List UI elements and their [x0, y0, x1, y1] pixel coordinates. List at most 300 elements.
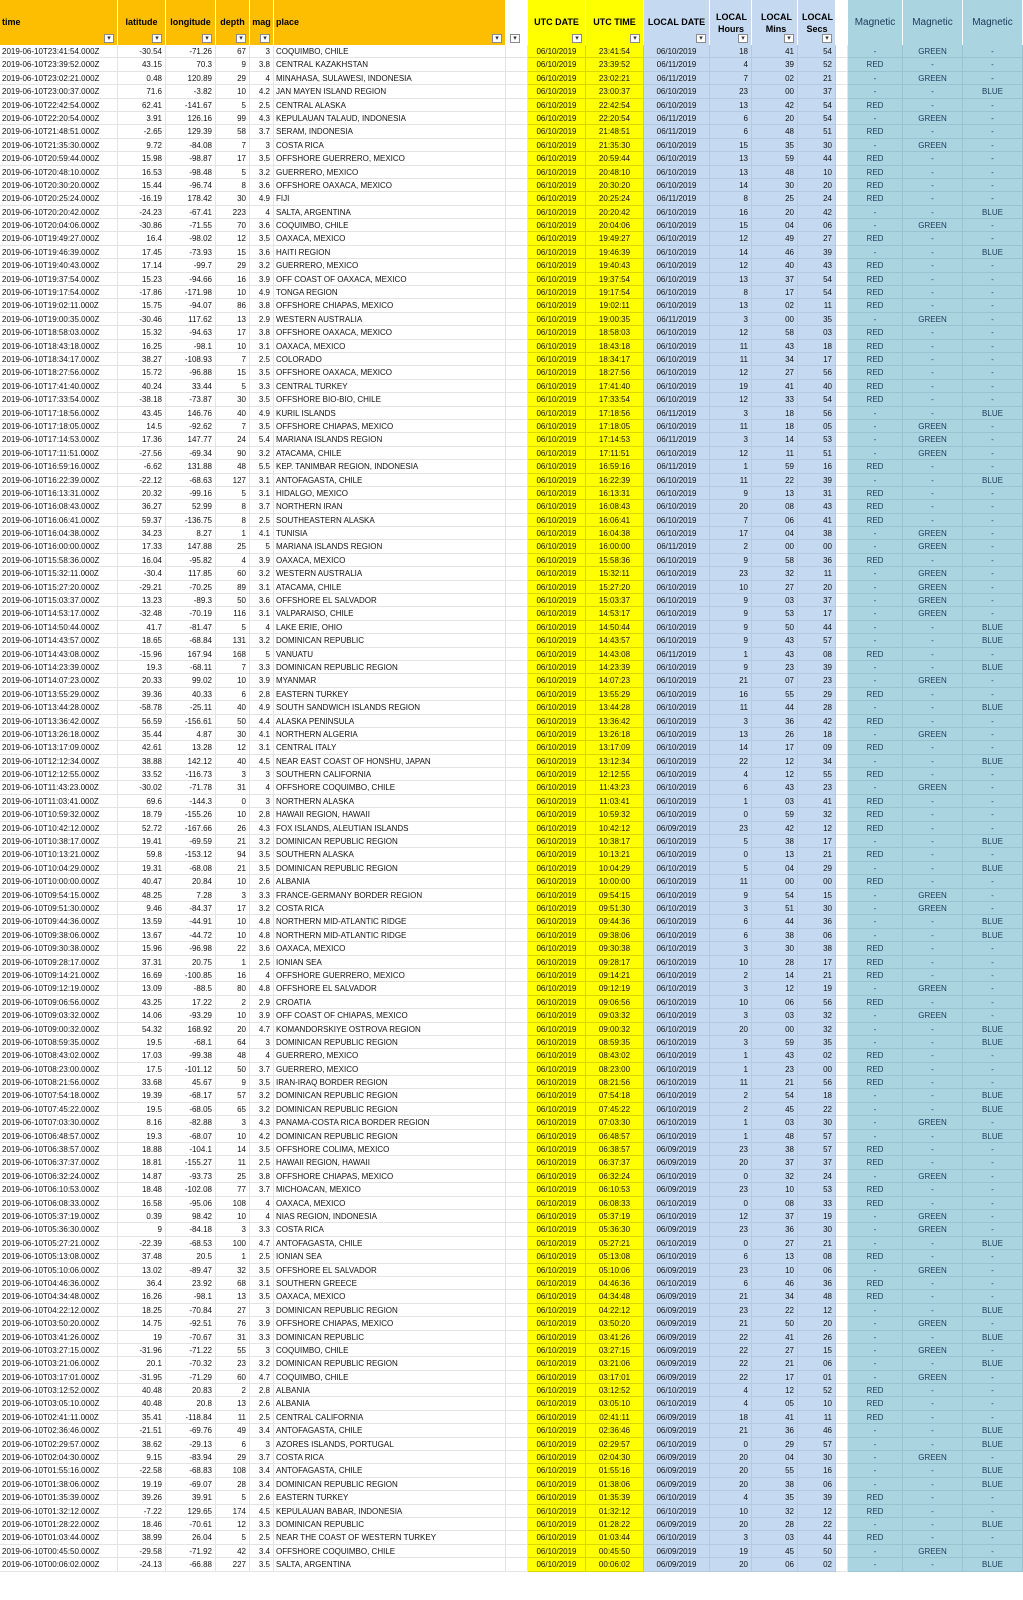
cell-time[interactable]: 2019-06-10T10:42:12.000Z [0, 822, 118, 835]
cell-time[interactable]: 2019-06-10T01:28:22.000Z [0, 1518, 118, 1531]
cell-magnetic-1[interactable]: - [848, 1518, 903, 1531]
cell-latitude[interactable]: 16.26 [118, 1290, 166, 1303]
cell-utc-date[interactable]: 06/10/2019 [528, 500, 586, 513]
cell-time[interactable]: 2019-06-10T13:36:42.000Z [0, 715, 118, 728]
cell-magnetic-1[interactable]: - [848, 835, 903, 848]
cell-mag[interactable]: 4.9 [250, 192, 274, 205]
cell-utc-date[interactable]: 06/10/2019 [528, 540, 586, 553]
cell-time[interactable]: 2019-06-10T02:41:11.000Z [0, 1411, 118, 1424]
cell-utc-time[interactable]: 13:36:42 [586, 715, 644, 728]
cell-magnetic-1[interactable]: RED [848, 822, 903, 835]
cell-place[interactable]: IONIAN SEA [274, 956, 506, 969]
cell-longitude[interactable]: -118.84 [166, 1411, 216, 1424]
cell-mag[interactable]: 2.5 [250, 353, 274, 366]
cell-utc-time[interactable]: 07:03:30 [586, 1116, 644, 1129]
cell-place[interactable]: DOMINICAN REPUBLIC REGION [274, 661, 506, 674]
cell-magnetic-2[interactable]: GREEN [903, 1210, 963, 1223]
cell-local-hours[interactable]: 22 [710, 1344, 752, 1357]
cell-local-hours[interactable]: 12 [710, 232, 752, 245]
cell-magnetic-2[interactable]: - [903, 1357, 963, 1370]
cell-depth[interactable]: 30 [216, 728, 250, 741]
cell-depth[interactable]: 77 [216, 1183, 250, 1196]
cell-local-mins[interactable]: 03 [752, 1009, 798, 1022]
cell-magnetic-3[interactable]: - [963, 942, 1023, 955]
cell-place[interactable]: DOMINICAN REPUBLIC REGION [274, 1089, 506, 1102]
cell-local-hours[interactable]: 0 [710, 1170, 752, 1183]
cell-local-date[interactable]: 06/10/2019 [644, 781, 710, 794]
cell-magnetic-3[interactable]: - [963, 1183, 1023, 1196]
cell-mag[interactable]: 3.2 [250, 259, 274, 272]
cell-place[interactable]: VANUATU [274, 648, 506, 661]
cell-local-mins[interactable]: 28 [752, 956, 798, 969]
dropdown-arrow-icon[interactable]: ▾ [738, 34, 748, 43]
cell-local-hours[interactable]: 6 [710, 125, 752, 138]
cell-latitude[interactable]: 19.5 [118, 1103, 166, 1116]
cell-place[interactable]: COSTA RICA [274, 902, 506, 915]
cell-utc-date[interactable]: 06/10/2019 [528, 1545, 586, 1558]
cell-local-date[interactable]: 06/10/2019 [644, 942, 710, 955]
cell-utc-time[interactable]: 06:08:33 [586, 1197, 644, 1210]
cell-depth[interactable]: 76 [216, 1317, 250, 1330]
cell-local-secs[interactable]: 17 [798, 956, 836, 969]
cell-magnetic-2[interactable]: - [903, 942, 963, 955]
cell-magnetic-3[interactable]: - [963, 366, 1023, 379]
cell-longitude[interactable]: -81.47 [166, 621, 216, 634]
cell-longitude[interactable]: -71.26 [166, 45, 216, 58]
cell-place[interactable]: EASTERN TURKEY [274, 1491, 506, 1504]
cell-longitude[interactable]: -71.29 [166, 1371, 216, 1384]
cell-utc-time[interactable]: 10:04:29 [586, 862, 644, 875]
cell-depth[interactable]: 17 [216, 902, 250, 915]
cell-place[interactable]: DOMINICAN REPUBLIC REGION [274, 835, 506, 848]
cell-longitude[interactable]: -69.34 [166, 447, 216, 460]
cell-local-date[interactable]: 06/09/2019 [644, 1264, 710, 1277]
cell-latitude[interactable]: -30.02 [118, 781, 166, 794]
cell-local-date[interactable]: 06/09/2019 [644, 822, 710, 835]
cell-local-hours[interactable]: 11 [710, 340, 752, 353]
cell-utc-date[interactable]: 06/10/2019 [528, 875, 586, 888]
cell-magnetic-2[interactable]: - [903, 996, 963, 1009]
cell-local-secs[interactable]: 10 [798, 1397, 836, 1410]
cell-magnetic-2[interactable]: - [903, 1143, 963, 1156]
cell-local-secs[interactable]: 54 [798, 393, 836, 406]
cell-mag[interactable]: 2.9 [250, 996, 274, 1009]
cell-utc-date[interactable]: 06/10/2019 [528, 1036, 586, 1049]
cell-local-date[interactable]: 06/10/2019 [644, 1197, 710, 1210]
cell-depth[interactable]: 21 [216, 835, 250, 848]
cell-local-date[interactable]: 06/10/2019 [644, 273, 710, 286]
header-local-date[interactable] [644, 0, 710, 45]
cell-local-mins[interactable]: 14 [752, 969, 798, 982]
cell-mag[interactable]: 4.7 [250, 1237, 274, 1250]
cell-place[interactable]: ATACAMA, CHILE [274, 581, 506, 594]
cell-magnetic-3[interactable]: - [963, 192, 1023, 205]
cell-time[interactable]: 2019-06-10T05:10:06.000Z [0, 1264, 118, 1277]
cell-local-secs[interactable]: 46 [798, 1424, 836, 1437]
cell-time[interactable]: 2019-06-10T16:13:31.000Z [0, 487, 118, 500]
cell-magnetic-1[interactable]: - [848, 661, 903, 674]
cell-local-hours[interactable]: 13 [710, 152, 752, 165]
cell-depth[interactable]: 25 [216, 540, 250, 553]
cell-local-secs[interactable]: 53 [798, 433, 836, 446]
cell-local-mins[interactable]: 25 [752, 192, 798, 205]
cell-local-mins[interactable]: 36 [752, 715, 798, 728]
cell-latitude[interactable]: 38.62 [118, 1438, 166, 1451]
cell-utc-time[interactable]: 10:59:32 [586, 808, 644, 821]
cell-local-mins[interactable]: 22 [752, 1304, 798, 1317]
cell-magnetic-3[interactable]: - [963, 1277, 1023, 1290]
cell-time[interactable]: 2019-06-10T06:37:37.000Z [0, 1156, 118, 1169]
cell-depth[interactable]: 7 [216, 420, 250, 433]
cell-depth[interactable]: 65 [216, 1103, 250, 1116]
cell-utc-date[interactable]: 06/10/2019 [528, 567, 586, 580]
cell-depth[interactable]: 6 [216, 688, 250, 701]
cell-local-hours[interactable]: 18 [710, 1411, 752, 1424]
cell-place[interactable]: NIAS REGION, INDONESIA [274, 1210, 506, 1223]
cell-latitude[interactable]: 18.25 [118, 1304, 166, 1317]
cell-place[interactable]: NORTHERN IRAN [274, 500, 506, 513]
cell-local-hours[interactable]: 3 [710, 313, 752, 326]
cell-magnetic-3[interactable]: BLUE [963, 1558, 1023, 1571]
cell-utc-date[interactable]: 06/10/2019 [528, 1505, 586, 1518]
cell-local-mins[interactable]: 08 [752, 1197, 798, 1210]
cell-magnetic-2[interactable]: - [903, 514, 963, 527]
cell-mag[interactable]: 3 [250, 1438, 274, 1451]
cell-latitude[interactable]: 37.31 [118, 956, 166, 969]
cell-depth[interactable]: 10 [216, 1130, 250, 1143]
cell-latitude[interactable]: 36.4 [118, 1277, 166, 1290]
cell-place[interactable]: OFF COAST OF OAXACA, MEXICO [274, 273, 506, 286]
cell-local-secs[interactable]: 34 [798, 755, 836, 768]
cell-local-hours[interactable]: 15 [710, 139, 752, 152]
cell-place[interactable]: NORTHERN ALASKA [274, 795, 506, 808]
cell-utc-time[interactable]: 20:04:06 [586, 219, 644, 232]
cell-longitude[interactable]: 168.92 [166, 1023, 216, 1036]
cell-local-hours[interactable]: 11 [710, 875, 752, 888]
cell-time[interactable]: 2019-06-10T05:37:19.000Z [0, 1210, 118, 1223]
cell-mag[interactable]: 3 [250, 1036, 274, 1049]
cell-local-hours[interactable]: 13 [710, 728, 752, 741]
cell-local-mins[interactable]: 41 [752, 45, 798, 58]
cell-magnetic-2[interactable]: - [903, 353, 963, 366]
cell-utc-date[interactable]: 06/10/2019 [528, 246, 586, 259]
cell-local-date[interactable]: 06/10/2019 [644, 166, 710, 179]
cell-place[interactable]: COSTA RICA [274, 1451, 506, 1464]
cell-local-date[interactable]: 06/10/2019 [644, 393, 710, 406]
cell-local-date[interactable]: 06/09/2019 [644, 1344, 710, 1357]
cell-place[interactable]: HAWAII REGION, HAWAII [274, 1156, 506, 1169]
cell-local-hours[interactable]: 20 [710, 1518, 752, 1531]
cell-utc-date[interactable]: 06/10/2019 [528, 393, 586, 406]
cell-latitude[interactable]: -31.96 [118, 1344, 166, 1357]
cell-local-hours[interactable]: 2 [710, 1103, 752, 1116]
cell-local-secs[interactable]: 27 [798, 232, 836, 245]
cell-longitude[interactable]: -94.66 [166, 273, 216, 286]
cell-utc-time[interactable]: 19:02:11 [586, 299, 644, 312]
cell-local-secs[interactable]: 21 [798, 969, 836, 982]
cell-magnetic-2[interactable]: - [903, 487, 963, 500]
cell-local-hours[interactable]: 1 [710, 1116, 752, 1129]
cell-magnetic-2[interactable]: - [903, 58, 963, 71]
cell-place[interactable]: DOMINICAN REPUBLIC [274, 1518, 506, 1531]
cell-local-secs[interactable]: 33 [798, 1197, 836, 1210]
cell-time[interactable]: 2019-06-10T01:55:16.000Z [0, 1464, 118, 1477]
cell-time[interactable]: 2019-06-10T09:28:17.000Z [0, 956, 118, 969]
cell-mag[interactable]: 3.5 [250, 1264, 274, 1277]
cell-magnetic-2[interactable]: - [903, 1331, 963, 1344]
cell-longitude[interactable]: 8.27 [166, 527, 216, 540]
cell-utc-date[interactable]: 06/10/2019 [528, 460, 586, 473]
cell-utc-time[interactable]: 21:48:51 [586, 125, 644, 138]
cell-local-mins[interactable]: 55 [752, 688, 798, 701]
cell-place[interactable]: KOMANDORSKIYE OSTROVA REGION [274, 1023, 506, 1036]
cell-local-date[interactable]: 06/10/2019 [644, 1397, 710, 1410]
cell-depth[interactable]: 13 [216, 1397, 250, 1410]
cell-local-hours[interactable]: 1 [710, 648, 752, 661]
cell-local-hours[interactable]: 20 [710, 1156, 752, 1169]
cell-latitude[interactable]: -16.19 [118, 192, 166, 205]
cell-latitude[interactable]: 15.32 [118, 326, 166, 339]
cell-local-hours[interactable]: 22 [710, 755, 752, 768]
cell-utc-date[interactable]: 06/10/2019 [528, 889, 586, 902]
cell-magnetic-3[interactable]: - [963, 1451, 1023, 1464]
cell-mag[interactable]: 4 [250, 1210, 274, 1223]
cell-local-hours[interactable]: 15 [710, 219, 752, 232]
cell-depth[interactable]: 10 [216, 875, 250, 888]
cell-local-secs[interactable]: 51 [798, 125, 836, 138]
cell-depth[interactable]: 31 [216, 1331, 250, 1344]
cell-time[interactable]: 2019-06-10T14:43:08.000Z [0, 648, 118, 661]
cell-local-hours[interactable]: 2 [710, 540, 752, 553]
cell-utc-date[interactable]: 06/10/2019 [528, 929, 586, 942]
cell-longitude[interactable]: 13.28 [166, 741, 216, 754]
cell-utc-time[interactable]: 08:23:00 [586, 1063, 644, 1076]
cell-local-mins[interactable]: 41 [752, 1331, 798, 1344]
cell-magnetic-3[interactable]: - [963, 567, 1023, 580]
cell-local-hours[interactable]: 16 [710, 206, 752, 219]
cell-place[interactable]: JAN MAYEN ISLAND REGION [274, 85, 506, 98]
cell-local-mins[interactable]: 23 [752, 1063, 798, 1076]
cell-mag[interactable]: 3.3 [250, 1518, 274, 1531]
cell-longitude[interactable]: 126.16 [166, 112, 216, 125]
dropdown-arrow-icon[interactable]: ▾ [260, 34, 270, 43]
cell-place[interactable]: ANTOFAGASTA, CHILE [274, 1464, 506, 1477]
cell-mag[interactable]: 3.7 [250, 1183, 274, 1196]
cell-depth[interactable]: 7 [216, 353, 250, 366]
cell-magnetic-1[interactable]: RED [848, 326, 903, 339]
cell-magnetic-2[interactable]: GREEN [903, 1344, 963, 1357]
cell-longitude[interactable]: -70.25 [166, 581, 216, 594]
cell-local-date[interactable]: 06/11/2019 [644, 648, 710, 661]
cell-local-hours[interactable]: 3 [710, 715, 752, 728]
cell-local-date[interactable]: 06/10/2019 [644, 206, 710, 219]
cell-place[interactable]: OFFSHORE CHIAPAS, MEXICO [274, 420, 506, 433]
cell-local-date[interactable]: 06/10/2019 [644, 219, 710, 232]
cell-local-secs[interactable]: 54 [798, 99, 836, 112]
cell-local-mins[interactable]: 04 [752, 1451, 798, 1464]
header-magnetic-3[interactable] [963, 0, 1023, 45]
cell-local-date[interactable]: 06/09/2019 [644, 1545, 710, 1558]
cell-local-mins[interactable]: 04 [752, 219, 798, 232]
cell-magnetic-2[interactable]: - [903, 299, 963, 312]
cell-local-date[interactable]: 06/09/2019 [644, 1424, 710, 1437]
dropdown-arrow-icon[interactable]: ▾ [104, 34, 114, 43]
cell-utc-time[interactable]: 10:42:12 [586, 822, 644, 835]
cell-latitude[interactable]: 15.44 [118, 179, 166, 192]
cell-magnetic-2[interactable]: - [903, 1063, 963, 1076]
cell-magnetic-3[interactable]: - [963, 112, 1023, 125]
cell-mag[interactable]: 4.9 [250, 407, 274, 420]
cell-utc-date[interactable]: 06/10/2019 [528, 72, 586, 85]
cell-utc-date[interactable]: 06/10/2019 [528, 581, 586, 594]
cell-depth[interactable]: 3 [216, 889, 250, 902]
cell-utc-date[interactable]: 06/10/2019 [528, 795, 586, 808]
cell-depth[interactable]: 5 [216, 621, 250, 634]
cell-magnetic-3[interactable]: BLUE [963, 474, 1023, 487]
cell-local-mins[interactable]: 10 [752, 1183, 798, 1196]
cell-magnetic-1[interactable]: RED [848, 554, 903, 567]
cell-depth[interactable]: 10 [216, 915, 250, 928]
cell-local-mins[interactable]: 06 [752, 1558, 798, 1571]
cell-utc-date[interactable]: 06/10/2019 [528, 112, 586, 125]
cell-local-secs[interactable]: 37 [798, 85, 836, 98]
cell-time[interactable]: 2019-06-10T22:20:54.000Z [0, 112, 118, 125]
cell-utc-date[interactable]: 06/10/2019 [528, 1156, 586, 1169]
cell-local-date[interactable]: 06/09/2019 [644, 1357, 710, 1370]
cell-utc-time[interactable]: 20:20:42 [586, 206, 644, 219]
cell-mag[interactable]: 3.1 [250, 741, 274, 754]
cell-local-mins[interactable]: 00 [752, 313, 798, 326]
cell-mag[interactable]: 3.3 [250, 661, 274, 674]
cell-utc-time[interactable]: 03:27:15 [586, 1344, 644, 1357]
cell-local-hours[interactable]: 11 [710, 701, 752, 714]
cell-latitude[interactable]: 17.45 [118, 246, 166, 259]
cell-time[interactable]: 2019-06-10T17:41:40.000Z [0, 380, 118, 393]
cell-local-mins[interactable]: 43 [752, 781, 798, 794]
cell-local-mins[interactable]: 13 [752, 848, 798, 861]
cell-magnetic-2[interactable]: GREEN [903, 889, 963, 902]
cell-utc-date[interactable]: 06/10/2019 [528, 340, 586, 353]
cell-magnetic-1[interactable]: RED [848, 795, 903, 808]
cell-local-date[interactable]: 06/10/2019 [644, 1103, 710, 1116]
cell-depth[interactable]: 57 [216, 1089, 250, 1102]
cell-depth[interactable]: 80 [216, 982, 250, 995]
cell-local-secs[interactable]: 09 [798, 741, 836, 754]
cell-local-secs[interactable]: 57 [798, 1130, 836, 1143]
cell-time[interactable]: 2019-06-10T09:03:32.000Z [0, 1009, 118, 1022]
cell-utc-date[interactable]: 06/10/2019 [528, 1304, 586, 1317]
cell-local-date[interactable]: 06/10/2019 [644, 85, 710, 98]
cell-utc-date[interactable]: 06/10/2019 [528, 1518, 586, 1531]
cell-local-mins[interactable]: 48 [752, 1130, 798, 1143]
cell-longitude[interactable]: -71.22 [166, 1344, 216, 1357]
cell-latitude[interactable]: -31.95 [118, 1371, 166, 1384]
cell-magnetic-1[interactable]: RED [848, 166, 903, 179]
cell-local-date[interactable]: 06/10/2019 [644, 1089, 710, 1102]
cell-local-secs[interactable]: 18 [798, 728, 836, 741]
cell-local-date[interactable]: 06/10/2019 [644, 848, 710, 861]
cell-local-secs[interactable]: 41 [798, 514, 836, 527]
cell-utc-time[interactable]: 04:34:48 [586, 1290, 644, 1303]
cell-utc-date[interactable]: 06/10/2019 [528, 1063, 586, 1076]
cell-latitude[interactable]: 9.46 [118, 902, 166, 915]
cell-depth[interactable]: 48 [216, 460, 250, 473]
cell-local-mins[interactable]: 23 [752, 661, 798, 674]
cell-local-date[interactable]: 06/10/2019 [644, 1036, 710, 1049]
cell-utc-time[interactable]: 03:41:26 [586, 1331, 644, 1344]
cell-mag[interactable]: 3.5 [250, 862, 274, 875]
cell-longitude[interactable]: -68.17 [166, 1089, 216, 1102]
dropdown-arrow-icon[interactable]: ▾ [152, 34, 162, 43]
cell-utc-date[interactable]: 06/10/2019 [528, 781, 586, 794]
cell-mag[interactable]: 5 [250, 648, 274, 661]
cell-local-mins[interactable]: 26 [752, 728, 798, 741]
cell-utc-time[interactable]: 09:54:15 [586, 889, 644, 902]
cell-local-date[interactable]: 06/10/2019 [644, 152, 710, 165]
cell-utc-time[interactable]: 02:04:30 [586, 1451, 644, 1464]
cell-utc-time[interactable]: 03:17:01 [586, 1371, 644, 1384]
cell-local-date[interactable]: 06/09/2019 [644, 1371, 710, 1384]
cell-utc-date[interactable]: 06/10/2019 [528, 1170, 586, 1183]
cell-local-date[interactable]: 06/10/2019 [644, 902, 710, 915]
cell-local-mins[interactable]: 30 [752, 942, 798, 955]
cell-longitude[interactable]: -94.07 [166, 299, 216, 312]
cell-magnetic-1[interactable]: - [848, 1424, 903, 1437]
cell-time[interactable]: 2019-06-10T03:12:52.000Z [0, 1384, 118, 1397]
cell-magnetic-1[interactable]: - [848, 607, 903, 620]
cell-time[interactable]: 2019-06-10T17:33:54.000Z [0, 393, 118, 406]
cell-utc-date[interactable]: 06/10/2019 [528, 259, 586, 272]
cell-longitude[interactable]: -70.67 [166, 1331, 216, 1344]
cell-local-secs[interactable]: 08 [798, 648, 836, 661]
cell-mag[interactable]: 3 [250, 1344, 274, 1357]
cell-magnetic-3[interactable]: BLUE [963, 1130, 1023, 1143]
cell-local-date[interactable]: 06/10/2019 [644, 1009, 710, 1022]
cell-magnetic-1[interactable]: RED [848, 500, 903, 513]
cell-longitude[interactable]: -96.88 [166, 366, 216, 379]
cell-magnetic-1[interactable]: - [848, 701, 903, 714]
cell-latitude[interactable]: 15.75 [118, 299, 166, 312]
cell-magnetic-2[interactable]: - [903, 929, 963, 942]
cell-utc-date[interactable]: 06/10/2019 [528, 366, 586, 379]
cell-local-date[interactable]: 06/09/2019 [644, 1223, 710, 1236]
cell-latitude[interactable]: 34.23 [118, 527, 166, 540]
cell-latitude[interactable]: -22.58 [118, 1464, 166, 1477]
cell-latitude[interactable]: -22.39 [118, 1237, 166, 1250]
cell-place[interactable]: GUERRERO, MEXICO [274, 166, 506, 179]
cell-magnetic-1[interactable]: - [848, 1357, 903, 1370]
cell-depth[interactable]: 24 [216, 433, 250, 446]
cell-local-date[interactable]: 06/10/2019 [644, 929, 710, 942]
cell-local-date[interactable]: 06/10/2019 [644, 1438, 710, 1451]
cell-local-date[interactable]: 06/09/2019 [644, 1331, 710, 1344]
cell-local-date[interactable]: 06/09/2019 [644, 1317, 710, 1330]
cell-utc-date[interactable]: 06/10/2019 [528, 648, 586, 661]
cell-place[interactable]: OFFSHORE COLIMA, MEXICO [274, 1143, 506, 1156]
cell-time[interactable]: 2019-06-10T09:30:38.000Z [0, 942, 118, 955]
cell-magnetic-3[interactable]: BLUE [963, 1023, 1023, 1036]
cell-magnetic-2[interactable]: - [903, 875, 963, 888]
cell-mag[interactable]: 2.5 [250, 1411, 274, 1424]
cell-local-hours[interactable]: 9 [710, 889, 752, 902]
cell-magnetic-3[interactable]: - [963, 982, 1023, 995]
cell-mag[interactable]: 5.5 [250, 460, 274, 473]
cell-magnetic-1[interactable]: - [848, 1317, 903, 1330]
cell-magnetic-1[interactable]: - [848, 581, 903, 594]
cell-latitude[interactable]: 16.4 [118, 232, 166, 245]
cell-latitude[interactable]: 40.48 [118, 1397, 166, 1410]
cell-magnetic-3[interactable]: - [963, 72, 1023, 85]
